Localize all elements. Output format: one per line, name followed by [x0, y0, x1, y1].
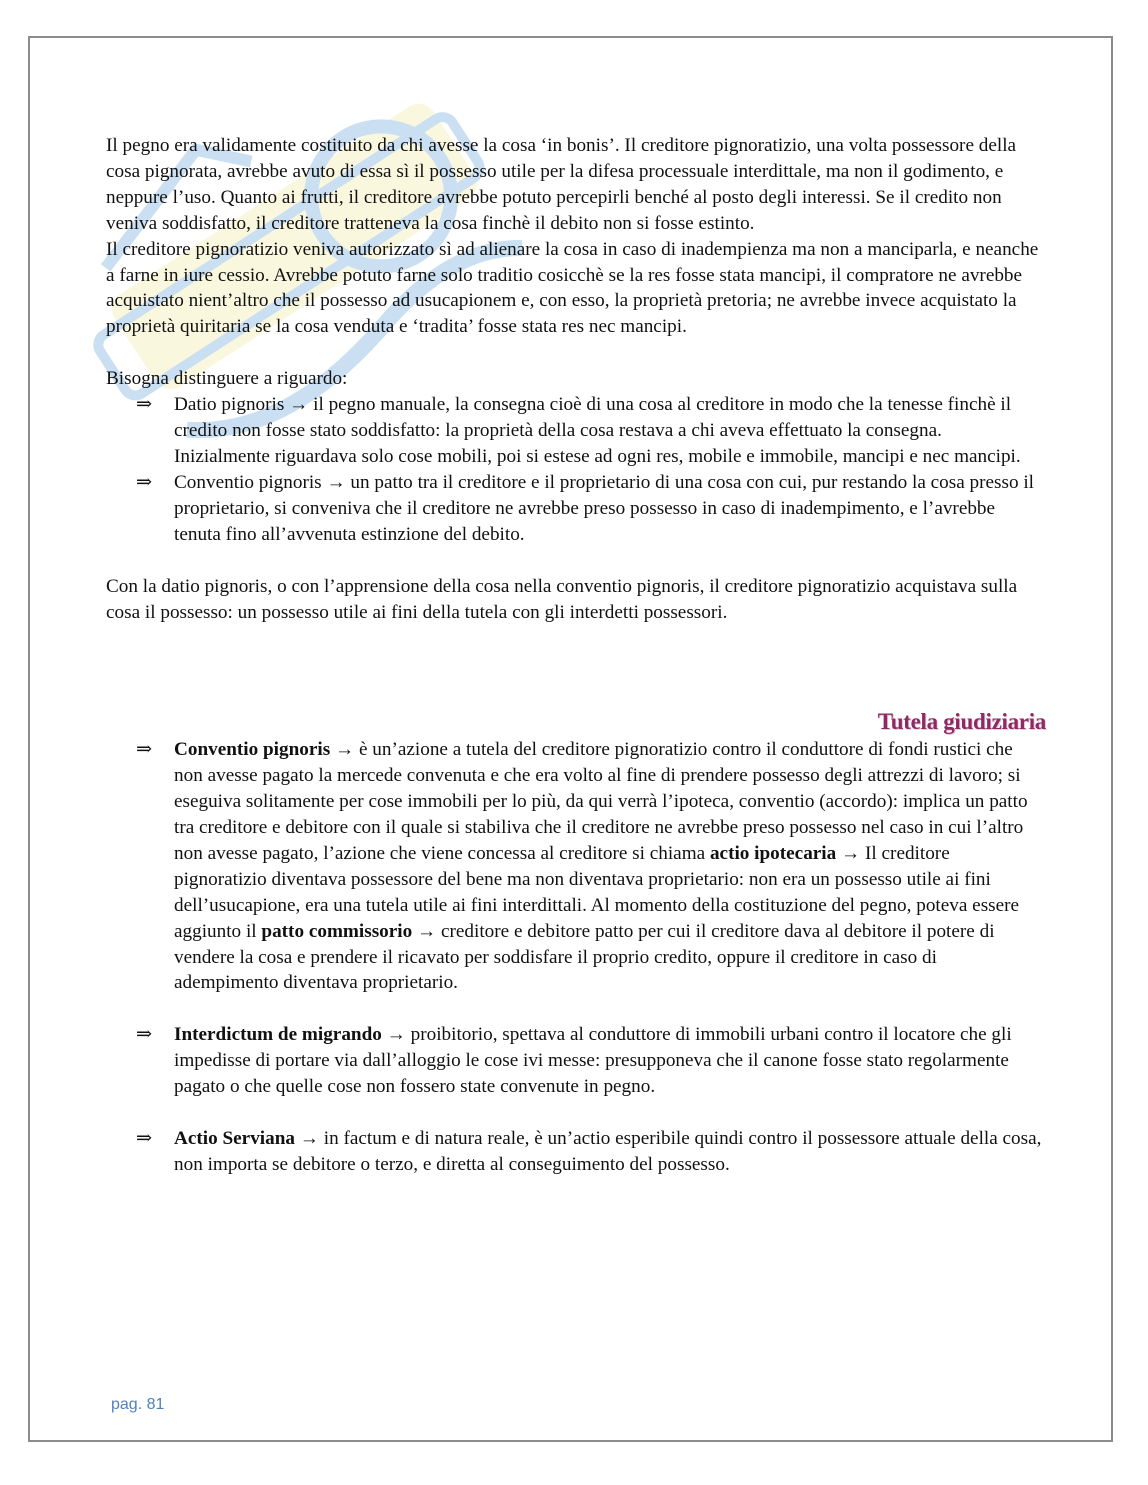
list-item-interdictum: [106, 1022, 1046, 1100]
page-number: pag. 81: [111, 1396, 165, 1413]
serviana-text: in factum e di natura reale, è un’actio esperibile quindi contro il possessore attuale della cosa, non importa se debitore o terzo, e diretta al conseguimento del possesso.: [174, 1128, 1042, 1175]
term-conventio: Conventio pignoris: [174, 471, 322, 493]
term-actio-serviana: Actio Serviana: [174, 1128, 295, 1150]
list-item-conventio: [106, 470, 1046, 548]
right-arrow-icon: →: [335, 739, 355, 761]
right-arrow-icon: →: [386, 1024, 406, 1046]
tutela-list-3: [106, 1126, 1046, 1178]
datio-text: il pegno manuale, la consegna cioè di una cosa al creditore in modo che la tenesse finchè il credito non fosse stato soddisfatto: la proprietà della cosa restava a chi aveva effettuato la consegna.: [174, 394, 1012, 442]
term-datio: Datio pignoris: [174, 394, 285, 416]
right-arrow-icon: →: [841, 842, 861, 864]
distinction-closing: Con la datio pignoris, o con l’apprensione della cosa nella conventio pignoris, il creditore pignoratizio acquistava sulla cosa il possesso: un possesso utile ai fini della tutela con gli interdetti possessori.: [106, 575, 1018, 623]
section-title: Tutela giudiziaria: [877, 709, 1046, 735]
double-arrow-icon: ⇒: [136, 394, 153, 416]
conventio-text: un patto tra il creditore e il proprietario di una cosa con cui, pur restando la cosa presso il proprietario, si conveniva che il creditore ne avrebbe preso possesso in caso di inadempimento, e l’avrebbe tenuta fino all’avvenuta estinzione del debito.: [174, 471, 1035, 545]
tutela-list: [106, 737, 1046, 996]
term-patto-commissorio: patto commissorio: [261, 920, 413, 942]
list-item-conventio-pignoris: [106, 737, 1046, 996]
intro-paragraph-1: Il pegno era validamente costituito da chi avesse la cosa ‘in bonis’. Il creditore pignoratizio, una volta possessore della cosa pignorata, avrebbe avuto di essa sì il possesso utile per la difesa processuale interdittale, ma non il godimento, e neppure l’uso. Quanto ai frutti, il creditore avrebbe potuto percepirli benché al posto degli interessi. Se il credito non veniva soddisfatto, il creditore tratteneva la cosa finchè il debito non si fosse estinto.: [106, 135, 1017, 234]
term-interdictum: Interdictum de migrando: [174, 1024, 382, 1046]
double-arrow-icon: ⇒: [136, 471, 153, 493]
right-arrow-icon: →: [417, 920, 437, 942]
right-arrow-icon: →: [289, 394, 309, 416]
double-arrow-icon: ⇒: [136, 739, 153, 761]
list-item-actio-serviana: [106, 1126, 1046, 1178]
document-body: [106, 133, 1046, 1178]
intro-paragraph-2: Il creditore pignoratizio veniva autorizzato sì ad alienare la cosa in caso di inadempienza ma non a manciparla, e neanche a farne in iure cessio. Avrebbe potuto farne solo traditio cosicchè se la res fosse stata mancipi, il compratore ne avrebbe acquistato nient’altro che il possesso ad usucapionem e, con esso, la proprietà pretoria; ne avrebbe invece acquistato la proprietà quiritaria se la cosa venduta e ‘tradita’ fosse stata res nec mancipi.: [106, 238, 1039, 338]
distinction-list: [106, 392, 1046, 547]
right-arrow-icon: →: [326, 471, 346, 493]
term-conventio-pignoris: Conventio pignoris: [174, 739, 331, 761]
interdictum-text: proibitorio, spettava al conduttore di immobili urbani contro il locatore che gli impedisse di portare via dall’alloggio le cose ivi messe: presupponeva che il canone fosse stato regolarmente pagato o che quelle cose non fossero state convenute in pegno.: [174, 1024, 1012, 1098]
distinction-lead: Bisogna distinguere a riguardo:: [106, 368, 348, 390]
datio-extra: Inizialmente riguardava solo cose mobili, poi si estese ad ogni res, mobile e immobile, mancipi e nec mancipi.: [174, 445, 1021, 467]
right-arrow-icon: →: [299, 1128, 319, 1150]
tutela-list-2: [106, 1022, 1046, 1100]
double-arrow-icon: ⇒: [136, 1024, 153, 1046]
conventio-text-a: è un’azione a tutela del creditore pignoratizio contro il conduttore di fondi rustici che non avesse pagato la mercede convenuta e che era volto al fine di prendere possesso degli attrezzi di lavoro; si eseguiva solitamente per cose immobili per lo più, da qui verrà l’ipoteca, conventio (accordo): implica un patto tra creditore e debitore con il quale si stabiliva che il creditore ne avrebbe preso possesso nel caso in cui l’altro non avesse pagato, l’azione che viene concessa al creditore si chiama: [174, 739, 1028, 864]
conventio-text-b: Il creditore pignoratizio diventava possessore del bene ma non diventava proprietario: non era un possesso utile ai fini dell’usucapione, era una tutela utile ai fini interdittali. Al momento della costituzione del pegno, poteva essere aggiunto il: [174, 842, 1020, 942]
double-arrow-icon: ⇒: [136, 1128, 153, 1150]
term-actio-ipotecaria: actio ipotecaria: [709, 842, 837, 864]
conventio-text-c: creditore e debitore patto per cui il creditore dava al debitore il potere di vendere la cosa e prendere il ricavato per soddisfare il proprio credito, oppure il creditore in caso di adempimento diventava proprietario.: [174, 920, 995, 994]
list-item-datio: [106, 392, 1046, 470]
